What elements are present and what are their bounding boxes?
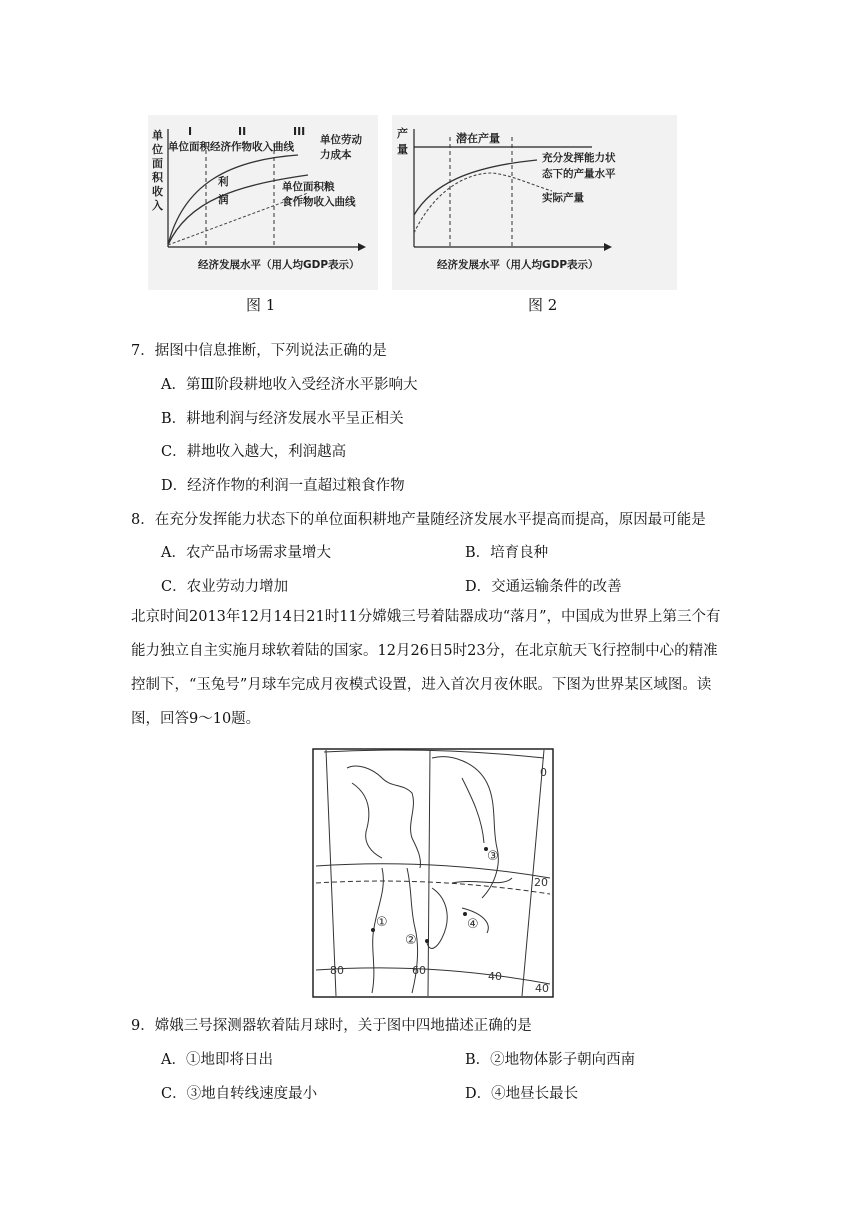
fig1-labor-cost-1: 单位劳动: [320, 134, 362, 146]
q9-option-c: C．③地自转线速度最小: [161, 1086, 318, 1102]
figure-2: [392, 115, 677, 290]
map-label-lon-40: 40: [488, 970, 502, 983]
q8-stem: 8．在充分发挥能力状态下的单位面积耕地产量随经济发展水平提高而提高，原因最可能是: [131, 512, 706, 528]
map-label-lat-20: 20: [534, 876, 548, 889]
map-label-lon-80: 80: [330, 964, 344, 977]
fig1-stage-3: III: [293, 125, 306, 138]
map-label-lat-40: 40: [535, 982, 549, 995]
fig1-y-label-5: 收: [152, 185, 163, 198]
fig1-stage-1: I: [188, 125, 193, 138]
map-label-lat-0: 0: [540, 766, 547, 779]
fig2-actual-label: 实际产量: [542, 192, 584, 204]
fig1-lower-curve-2: 食作物收入曲线: [282, 196, 356, 208]
south-america-map: [312, 748, 554, 998]
fig1-y-label-3: 面: [152, 157, 163, 170]
fig2-x-axis-label: 经济发展水平（用人均GDP表示）: [437, 259, 599, 271]
map-point-3: ③: [487, 849, 499, 864]
map-point-2: ②: [405, 933, 417, 948]
q7-option-c: C．耕地收入越大，利润越高: [161, 444, 347, 460]
fig1-profit-1: 利: [218, 176, 229, 188]
q8-option-c: C．农业劳动力增加: [161, 579, 289, 595]
q9-option-b: B．②地物体影子朝向西南: [465, 1052, 636, 1068]
figure-2-caption: 图 2: [528, 296, 558, 314]
fig1-labor-cost-2: 力成本: [320, 149, 352, 161]
fig1-y-label-4: 积: [152, 171, 163, 184]
fig1-upper-curve-label: 单位面积经济作物收入曲线: [168, 141, 294, 153]
figure-1: [148, 115, 378, 290]
q7-stem: 7．据图中信息推断，下列说法正确的是: [131, 343, 387, 359]
fig1-y-label-1: 单: [152, 129, 163, 142]
fig1-stage-2: II: [238, 125, 247, 138]
fig2-full-capacity-1: 充分发挥能力状: [542, 152, 616, 164]
q9-option-a: A．①地即将日出: [161, 1052, 273, 1068]
q8-option-b: B．培育良种: [465, 545, 549, 561]
fig2-full-capacity-2: 态下的产量水平: [542, 168, 616, 180]
fig2-y-label-2: 量: [397, 143, 408, 156]
fig1-lower-curve-1: 单位面积粮: [282, 181, 335, 193]
q8-option-d: D．交通运输条件的改善: [465, 579, 622, 595]
q7-option-a: A．第Ⅲ阶段耕地收入受经济水平影响大: [161, 377, 418, 393]
q9-stem: 9．嫦娥三号探测器软着陆月球时，关于图中四地描述正确的是: [131, 1018, 532, 1034]
q9-option-d: D．④地昼长最长: [465, 1086, 579, 1102]
fig2-y-label-1: 产: [397, 127, 408, 140]
fig1-x-axis-label: 经济发展水平（用人均GDP表示）: [198, 259, 360, 271]
q7-option-b: B．耕地利润与经济发展水平呈正相关: [161, 411, 404, 427]
q7-option-d: D．经济作物的利润一直超过粮食作物: [161, 478, 405, 494]
fig1-y-label-2: 位: [152, 143, 163, 156]
q8-option-a: A．农产品市场需求量增大: [161, 545, 331, 561]
fig2-potential-label: 潜在产量: [456, 132, 500, 145]
figure-1-caption: 图 1: [246, 296, 276, 314]
fig1-profit-2: 润: [218, 194, 229, 206]
map-point-1: ①: [376, 915, 388, 930]
reading-passage: 北京时间2013年12月14日21时11分嫦娥三号着陆器成功“落月”，中国成为世界上第三个有能力独立自主实施月球软着陆的国家。12月26日5时23分，在北京航天飞行控制中心的精准控制下，“玉兔号”月球车完成月夜模式设置，进入首次月夜休眠。下图为世界某区域图。读图，回答9～10题。: [131, 609, 721, 727]
map-point-4: ④: [467, 917, 479, 932]
fig1-y-label-6: 入: [152, 199, 163, 212]
map-label-lon-60: 60: [412, 964, 426, 977]
